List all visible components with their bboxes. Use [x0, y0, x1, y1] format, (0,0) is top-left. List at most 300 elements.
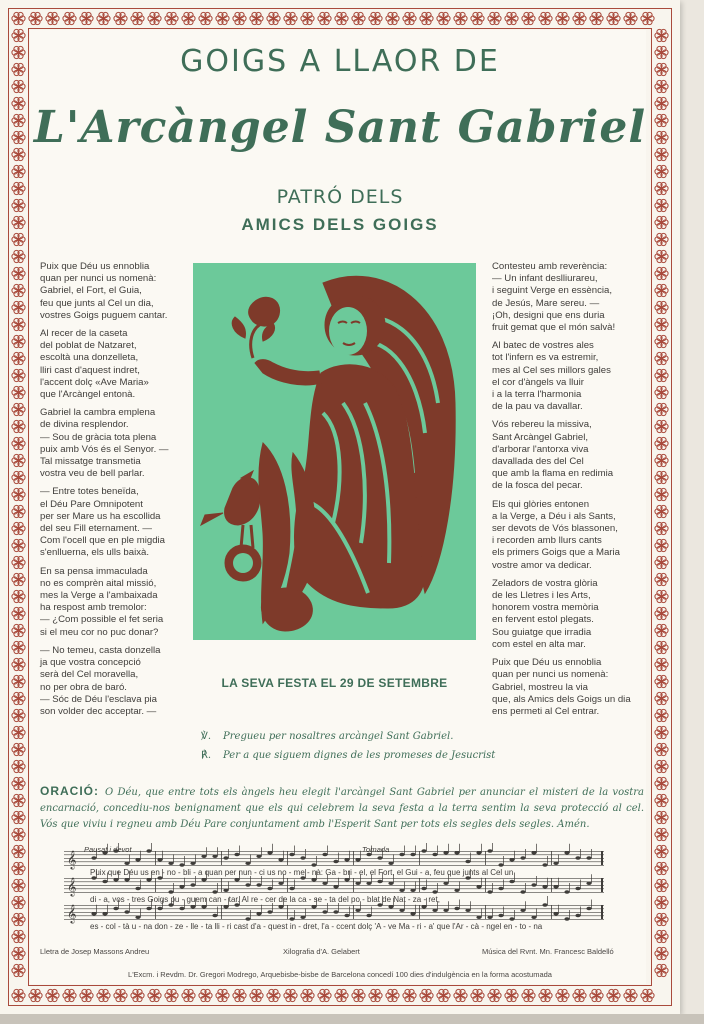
border-rosette: [148, 989, 161, 1001]
note-head: [487, 890, 492, 894]
bar-line: [353, 905, 354, 919]
note-head: [102, 912, 107, 916]
note-head: [168, 861, 173, 865]
note-head: [509, 880, 514, 884]
note-head: [223, 888, 228, 892]
note-head: [124, 910, 129, 914]
title-line3: PATRÓ DELS: [276, 186, 404, 208]
border-rosette: [655, 675, 668, 687]
note-head: [553, 912, 558, 916]
note-head: [388, 905, 393, 909]
border-rosette: [12, 80, 25, 92]
border-rosette: [655, 420, 668, 432]
border-rosette: [12, 471, 25, 483]
note-head: [520, 890, 525, 894]
border-rosette: [12, 284, 25, 296]
note-head: [91, 856, 96, 860]
border-rosette: [522, 989, 535, 1001]
border-rosette: [403, 12, 416, 24]
note-head: [245, 861, 250, 865]
archangel-woodcut-illustration: [193, 263, 476, 640]
note-head: [256, 854, 261, 858]
note-head: [432, 908, 437, 912]
note-head: [179, 907, 184, 911]
border-rosette: [505, 989, 518, 1001]
border-rosette: [655, 896, 668, 908]
bar-line: [221, 905, 222, 919]
border-rosette: [12, 590, 25, 602]
note-head: [355, 858, 360, 862]
border-rosette: [216, 12, 229, 24]
border-rosette: [12, 794, 25, 806]
border-rosette: [12, 335, 25, 347]
border-rosette: [420, 989, 433, 1001]
border-rosette: [655, 233, 668, 245]
note-head: [520, 856, 525, 860]
border-rosette: [12, 29, 25, 41]
border-rosette: [655, 335, 668, 347]
note-head: [157, 907, 162, 911]
title-line1: GOIGS A LLAOR DE: [180, 44, 500, 79]
verse: Al recer de la caseta del poblat de Natzaret, escoltà una donzelleta, lliri cast d'aquest indret, l'accent dolç «Ave Maria» que l'Arcàngel entonà.: [40, 328, 149, 401]
note-head: [278, 881, 283, 885]
border-rosette: [590, 989, 603, 1001]
bar-line: [551, 905, 552, 919]
border-rosette: [655, 522, 668, 534]
note-head: [289, 887, 294, 891]
note-head: [113, 907, 118, 911]
border-rosette: [655, 879, 668, 891]
note-head: [113, 878, 118, 882]
note-head: [344, 878, 349, 882]
note-head: [575, 856, 580, 860]
note-head: [212, 914, 217, 918]
note-head: [410, 912, 415, 916]
note-head: [487, 849, 492, 853]
border-rosette: [29, 12, 42, 24]
border-rosette: [655, 828, 668, 840]
note-head: [322, 853, 327, 857]
border-rosette: [12, 556, 25, 568]
note-head: [300, 915, 305, 919]
note-head: [443, 908, 448, 912]
border-rosette: [12, 692, 25, 704]
border-rosette: [12, 352, 25, 364]
border-rosette: [182, 12, 195, 24]
border-rosette: [318, 989, 331, 1001]
verses-left-column: [40, 261, 190, 724]
note-head: [157, 858, 162, 862]
note-head: [289, 917, 294, 921]
border-rosette: [12, 250, 25, 262]
note-head: [201, 854, 206, 858]
border-rosette: [655, 165, 668, 177]
verses-right-column: [492, 261, 652, 724]
note-head: [454, 907, 459, 911]
border-rosette: [165, 12, 178, 24]
border-rosette: [233, 12, 246, 24]
border-rosette: [655, 488, 668, 500]
treble-clef: 𝄞: [67, 904, 77, 923]
border-rosette: [12, 488, 25, 500]
bar-line: [155, 851, 156, 865]
note-head: [333, 860, 338, 864]
border-rosette: [97, 989, 110, 1001]
border-rosette: [655, 318, 668, 330]
border-rosette: [655, 573, 668, 585]
border-rosette: [199, 12, 212, 24]
note-head: [179, 863, 184, 867]
border-rosette: [655, 947, 668, 959]
credit-lyrics: Lletra de Josep Massons Andreu: [40, 947, 150, 956]
bar-line: [485, 878, 486, 892]
border-rosette: [12, 879, 25, 891]
note-head: [366, 881, 371, 885]
border-rosette: [655, 454, 668, 466]
border-rosette: [12, 709, 25, 721]
oracio-paragraph: [40, 783, 644, 833]
credit-music: Música del Rvnt. Mn. Francesc Baldelló: [482, 947, 614, 956]
border-rosette: [655, 930, 668, 942]
bar-line: [419, 905, 420, 919]
note-head: [553, 861, 558, 865]
border-rosette: [437, 12, 450, 24]
note-head: [586, 907, 591, 911]
note-head: [542, 885, 547, 889]
note-head: [344, 914, 349, 918]
feast-day-text: LA SEVA FESTA EL 29 DE SETEMBRE: [221, 676, 448, 690]
note-head: [520, 908, 525, 912]
border-rosette: [46, 12, 59, 24]
note-head: [454, 888, 459, 892]
border-rosette: [655, 29, 668, 41]
border-rosette: [12, 675, 25, 687]
note-head: [531, 883, 536, 887]
border-rosette: [655, 692, 668, 704]
border-rosette: [250, 12, 263, 24]
credit-woodcut: Xilografia d'A. Gelabert: [283, 947, 360, 956]
border-rosette: [12, 607, 25, 619]
bar-line: [353, 878, 354, 892]
border-rosette: [80, 989, 93, 1001]
note-head: [267, 910, 272, 914]
note-head: [234, 878, 239, 882]
oracio-text: O Déu, que entre tots els àngels heu elegit l'arcàngel Sant Gabriel per anunciar el misteri de la vostra encarnació, concediu-nos benignament que els qui celebrem la seva festa a la terra sentim la seva protecció al cel. Vós que viviu i regneu amb Déu Pare conjuntament amb l'Esperit Sant per tots els segles dels segles. Amén.: [40, 787, 644, 830]
border-rosette: [12, 989, 25, 1001]
border-rosette: [471, 989, 484, 1001]
border-rosette: [655, 658, 668, 670]
note-head: [575, 887, 580, 891]
border-rosette: [80, 12, 93, 24]
border-rosette: [335, 989, 348, 1001]
lyric-line-2: di - a, vos - tres Goigs pu - guem can - tar. Al re - cer de la ca - se - ta del po - blat de Nat - za - ret,: [90, 895, 440, 904]
border-rosette: [301, 989, 314, 1001]
border-rosette: [607, 12, 620, 24]
border-rosette: [505, 12, 518, 24]
border-rosette: [63, 12, 76, 24]
note-head: [322, 910, 327, 914]
note-head: [377, 880, 382, 884]
note-head: [531, 915, 536, 919]
note-head: [190, 883, 195, 887]
tornada-marking: Tornada: [362, 845, 390, 854]
border-rosette: [607, 989, 620, 1001]
border-rosette: [454, 12, 467, 24]
note-head: [575, 914, 580, 918]
response-line: [201, 750, 495, 761]
border-rosette: [267, 989, 280, 1001]
border-rosette: [12, 658, 25, 670]
border-rosette: [12, 930, 25, 942]
note-head: [168, 890, 173, 894]
note-head: [410, 888, 415, 892]
note-head: [476, 915, 481, 919]
oracio-label: ORACIÓ:: [40, 784, 99, 798]
treble-clef: 𝄞: [67, 850, 77, 869]
bar-line: [221, 851, 222, 865]
border-rosette: [301, 12, 314, 24]
note-head: [399, 853, 404, 857]
border-rosette: [655, 250, 668, 262]
bar-line: [485, 905, 486, 919]
note-head: [201, 878, 206, 882]
border-rosette: [655, 505, 668, 517]
title-line4: AMICS DELS GOIGS: [241, 215, 439, 234]
border-rosette: [655, 80, 668, 92]
note-head: [91, 912, 96, 916]
note-head: [234, 853, 239, 857]
border-rosette: [655, 386, 668, 398]
note-head: [388, 861, 393, 865]
note-head: [509, 858, 514, 862]
bar-line: [287, 851, 288, 865]
border-rosette: [29, 989, 42, 1001]
verse: Al batec de vostres ales tot l'infern es va estremir, mes al Cel ses millors gales el cor d'àngels va lluir i a la terra l'harmonia de la pau va davallar.: [492, 340, 611, 413]
note-head: [300, 856, 305, 860]
border-rosette: [655, 284, 668, 296]
versicle-symbol: ℣.: [201, 731, 212, 742]
note-head: [135, 858, 140, 862]
border-rosette: [471, 12, 484, 24]
border-rosette: [655, 726, 668, 738]
bar-line: [155, 878, 156, 892]
border-rosette: [655, 811, 668, 823]
border-rosette: [46, 989, 59, 1001]
border-rosette: [250, 989, 263, 1001]
border-rosette: [12, 777, 25, 789]
border-rosette: [12, 403, 25, 415]
border-rosette: [352, 12, 365, 24]
note-head: [531, 851, 536, 855]
verse: Puix que Déu us ennoblia quan per nunci us nomenà: Gabriel, mostreu la via que, als Amics dels Goigs un dia ens permeti al Cel entrar.: [492, 657, 631, 717]
verse: En sa pensa immaculada no es comprèn aital missió, mes la Verge a l'ambaixada ha respost amb tremolor: — ¿Com possible el fet seria si el meu cor no puc donar?: [40, 565, 164, 638]
note-head: [564, 917, 569, 921]
border-rosette: [539, 989, 552, 1001]
note-head: [476, 885, 481, 889]
bar-line: [221, 878, 222, 892]
note-head: [344, 858, 349, 862]
border-rosette: [335, 12, 348, 24]
border-rosette: [63, 989, 76, 1001]
border-rosette: [655, 267, 668, 279]
border-rosette: [233, 989, 246, 1001]
border-rosette: [573, 989, 586, 1001]
note-head: [146, 878, 151, 882]
border-rosette: [522, 12, 535, 24]
border-rosette: [539, 12, 552, 24]
border-rosette: [12, 845, 25, 857]
border-rosette: [131, 12, 144, 24]
verse: Vós rebereu la missiva, Sant Arcàngel Gabriel, d'arborar l'antorxa viva davallada des del Cel que amb la flama en redimia de la fosca del pecar.: [492, 419, 614, 492]
note-head: [498, 914, 503, 918]
border-rosette: [12, 726, 25, 738]
border-rosette: [12, 12, 25, 24]
border-rosette: [655, 862, 668, 874]
border-rosette: [182, 989, 195, 1001]
note-head: [498, 887, 503, 891]
tempo-marking: Pausat i devot: [84, 845, 132, 854]
indulgence-note: L'Excm. i Revdm. Dr. Gregori Modrego, Arquebisbe-bisbe de Barcelona concedí 100 dies d'indulgència en la forma acostumada: [128, 970, 552, 979]
note-head: [190, 861, 195, 865]
border-rosette: [12, 318, 25, 330]
note-head: [256, 883, 261, 887]
note-head: [124, 878, 129, 882]
border-rosette: [420, 12, 433, 24]
border-rosette: [573, 12, 586, 24]
border-rosette: [454, 989, 467, 1001]
border-rosette: [12, 539, 25, 551]
note-head: [223, 905, 228, 909]
note-head: [267, 887, 272, 891]
note-head: [443, 851, 448, 855]
note-head: [223, 856, 228, 860]
border-rosette: [114, 12, 127, 24]
note-head: [487, 915, 492, 919]
border-rosette: [641, 989, 654, 1001]
border-rosette: [12, 165, 25, 177]
border-rosette: [369, 989, 382, 1001]
verse: — No temeu, casta donzella ja que vostra concepció serà del Cel moravella, no per obra de baró. — Sóc de Déu l'esclava pia son volder dec acceptar. —: [40, 644, 161, 717]
border-rosette: [655, 369, 668, 381]
note-head: [245, 917, 250, 921]
bar-line: [155, 905, 156, 919]
border-rosette: [12, 624, 25, 636]
border-rosette: [655, 607, 668, 619]
border-rosette: [284, 12, 297, 24]
border-rosette: [12, 743, 25, 755]
note-head: [311, 905, 316, 909]
note-head: [399, 908, 404, 912]
note-head: [124, 861, 129, 865]
border-rosette: [267, 12, 280, 24]
note-head: [421, 887, 426, 891]
bar-line: [287, 878, 288, 892]
note-head: [388, 881, 393, 885]
border-rosette: [488, 989, 501, 1001]
note-head: [509, 917, 514, 921]
border-rosette: [12, 505, 25, 517]
border-rosette: [590, 12, 603, 24]
note-head: [564, 890, 569, 894]
page-edge: [0, 1014, 704, 1024]
note-head: [102, 880, 107, 884]
treble-clef: 𝄞: [67, 877, 77, 896]
note-head: [366, 914, 371, 918]
bar-line: [419, 878, 420, 892]
border-rosette: [641, 12, 654, 24]
note-head: [586, 856, 591, 860]
note-head: [179, 885, 184, 889]
border-rosette: [369, 12, 382, 24]
border-rosette: [655, 845, 668, 857]
response-text: Per a que siguem dignes de les promeses de Jesucrist: [223, 750, 496, 761]
note-head: [421, 905, 426, 909]
title-line2: L'Arcàngel Sant Gabriel: [33, 102, 647, 153]
note-head: [586, 881, 591, 885]
border-rosette: [148, 12, 161, 24]
border-rosette: [12, 420, 25, 432]
note-head: [432, 890, 437, 894]
verse: Contesteu amb reverència: — Un infant deslliurareu, i seguint Verge en essència, de Jesús, Mare sereu. — ¡Oh, designi que ens duria fruit gemat que el món salvà!: [492, 261, 616, 334]
note-head: [465, 908, 470, 912]
bar-line: [551, 878, 552, 892]
note-head: [377, 856, 382, 860]
note-head: [146, 849, 151, 853]
border-rosette: [655, 556, 668, 568]
border-rosette: [655, 641, 668, 653]
border-rosette: [284, 989, 297, 1001]
note-head: [498, 863, 503, 867]
lyric-line-1: Puix que Déu us en - no - bli - a quan per nun - ci us no - me - nà: Ga - bri - el, el Fort, el Gui - a, feu que junts al Cel un: [90, 868, 514, 877]
note-head: [333, 885, 338, 889]
border-rosette: [12, 913, 25, 925]
note-head: [476, 851, 481, 855]
verse: Zeladors de vostra glòria de les Lletres i les Arts, honorem vostra memòria en fervent estol plegats. Sou guiatge que irradia com estel en alta mar.: [492, 577, 599, 650]
border-rosette: [97, 12, 110, 24]
border-rosette: [12, 573, 25, 585]
note-head: [432, 853, 437, 857]
note-head: [399, 888, 404, 892]
border-rosette: [12, 760, 25, 772]
border-rosette: [12, 641, 25, 653]
border-rosette: [12, 862, 25, 874]
border-rosette: [12, 233, 25, 245]
border-rosette: [437, 989, 450, 1001]
border-rosette: [12, 301, 25, 313]
border-rosette: [655, 403, 668, 415]
border-rosette: [12, 896, 25, 908]
versicle-line: [201, 731, 453, 742]
bar-line: [419, 851, 420, 865]
border-rosette: [624, 989, 637, 1001]
border-rosette: [556, 989, 569, 1001]
verse: Gabriel la cambra emplena de divina resplendor. — Sou de gràcia tota plena puix amb Vós és el Senyor. — Tal missatge transmetia vostra veu de bell parlar.: [40, 407, 169, 480]
verse: — Entre totes beneïda, el Déu Pare Omnipotent per ser Mare us ha escollida del seu Fill eternament. — Com l'ocell que en ple migdia s'enlluerna, els ulls baixà.: [40, 486, 166, 559]
border-rosette: [655, 471, 668, 483]
border-rosette: [318, 12, 331, 24]
note-head: [465, 860, 470, 864]
border-rosette: [556, 12, 569, 24]
bar-line: [287, 905, 288, 919]
note-head: [553, 885, 558, 889]
note-head: [421, 849, 426, 853]
border-rosette: [655, 743, 668, 755]
note-head: [212, 890, 217, 894]
border-rosette: [655, 913, 668, 925]
border-rosette: [386, 989, 399, 1001]
border-rosette: [655, 437, 668, 449]
note-head: [322, 881, 327, 885]
